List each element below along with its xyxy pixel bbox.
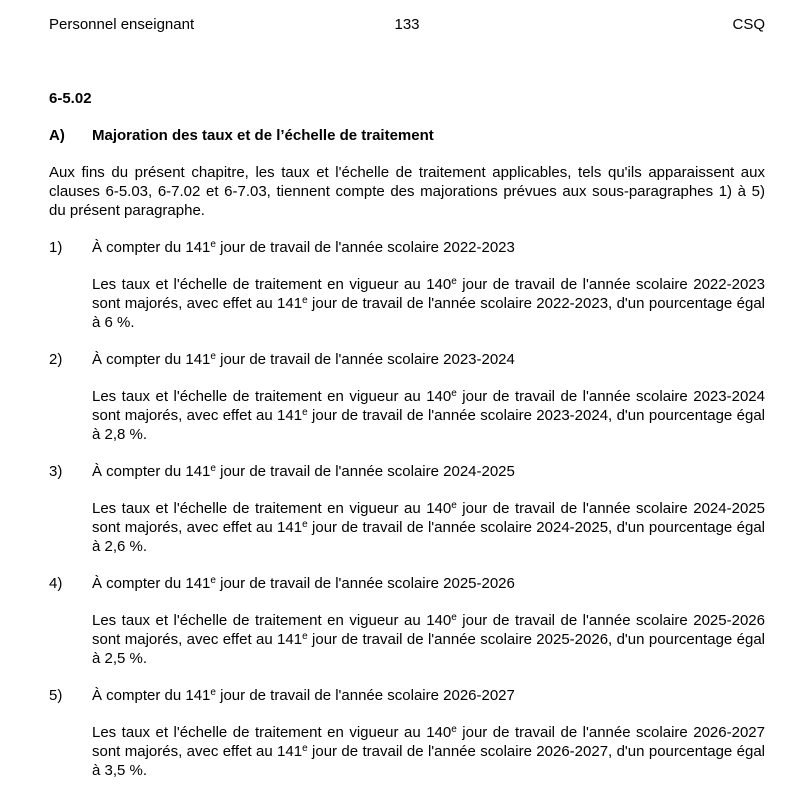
- page-header: [49, 15, 765, 34]
- list-item-title: À compter du 141e jour de travail de l'année scolaire 2026-2027: [92, 687, 515, 704]
- list-item-heading: [49, 350, 765, 369]
- list-item-body: Les taux et l'échelle de traitement en vigueur au 140e jour de travail de l'année scolaire 2024-2025 sont majorés, avec effet au 141e jour de travail de l'année scolaire 2024-2025, d'un pourcentage égal à 2,6 %.: [92, 500, 765, 555]
- page-body: [49, 89, 765, 798]
- list-item-heading: [49, 686, 765, 705]
- list-item: [49, 462, 765, 556]
- list-item-title: À compter du 141e jour de travail de l'année scolaire 2022-2023: [92, 239, 515, 256]
- list-item: [49, 350, 765, 444]
- list-item-number: 4): [49, 575, 63, 592]
- list-item-number: 1): [49, 239, 63, 256]
- subheading-letter: A): [49, 127, 65, 144]
- subheading: [49, 126, 765, 145]
- list-item: [49, 574, 765, 668]
- list-item: [49, 686, 765, 780]
- list-item-heading: [49, 462, 765, 481]
- section-number: 6-5.02: [49, 90, 92, 107]
- header-document-title: Personnel enseignant: [49, 16, 195, 33]
- header-union-name: CSQ: [732, 16, 765, 33]
- list-item-title: À compter du 141e jour de travail de l'année scolaire 2023-2024: [92, 351, 515, 368]
- intro-paragraph: Aux fins du présent chapitre, les taux et l'échelle de traitement applicables, tels qu'ils apparaissent aux clauses 6-5.03, 6-7.02 et 6-7.03, tiennent compte des majorations prévues aux sous-paragraphes 1) à 5) du présent paragraphe.: [49, 164, 765, 219]
- list-item-body: Les taux et l'échelle de traitement en vigueur au 140e jour de travail de l'année scolaire 2022-2023 sont majorés, avec effet au 141e jour de travail de l'année scolaire 2022-2023, d'un pourcentage égal à 6 %.: [92, 276, 765, 331]
- list-item-body: Les taux et l'échelle de traitement en vigueur au 140e jour de travail de l'année scolaire 2023-2024 sont majorés, avec effet au 141e jour de travail de l'année scolaire 2023-2024, d'un pourcentage égal à 2,8 %.: [92, 388, 765, 443]
- list-item-title: À compter du 141e jour de travail de l'année scolaire 2025-2026: [92, 575, 515, 592]
- subheading-title: Majoration des taux et de l’échelle de traitement: [92, 127, 434, 144]
- list-item-number: 3): [49, 463, 63, 480]
- list-item: [49, 238, 765, 332]
- list-item-number: 2): [49, 351, 63, 368]
- list-item-heading: [49, 574, 765, 593]
- list-item-body: Les taux et l'échelle de traitement en vigueur au 140e jour de travail de l'année scolaire 2025-2026 sont majorés, avec effet au 141e jour de travail de l'année scolaire 2025-2026, d'un pourcentage égal à 2,5 %.: [92, 612, 765, 667]
- list-item-heading: [49, 238, 765, 257]
- list-item-number: 5): [49, 687, 63, 704]
- header-page-number: 133: [394, 16, 420, 33]
- list-item-title: À compter du 141e jour de travail de l'année scolaire 2024-2025: [92, 463, 515, 480]
- list-item-body: Les taux et l'échelle de traitement en vigueur au 140e jour de travail de l'année scolaire 2026-2027 sont majorés, avec effet au 141e jour de travail de l'année scolaire 2026-2027, d'un pourcentage égal à 3,5 %.: [92, 724, 765, 779]
